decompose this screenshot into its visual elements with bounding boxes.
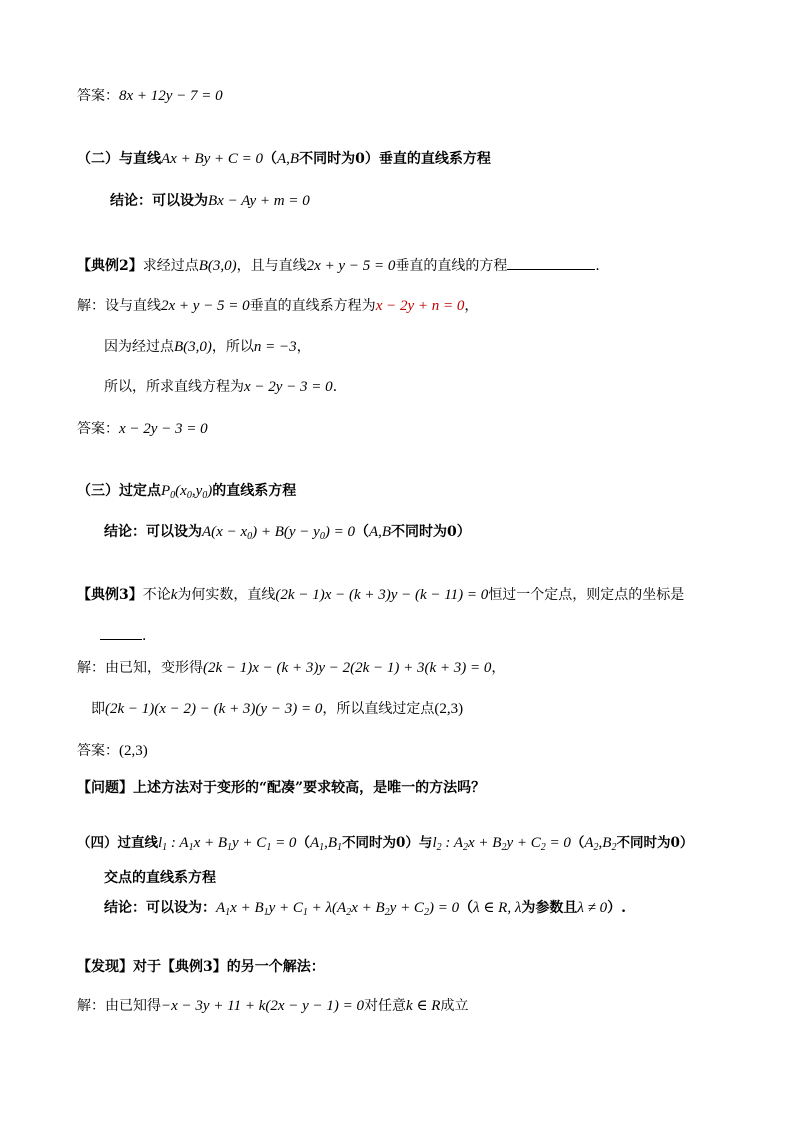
example-2-solution-2: 因为经过点B(3,0)，所以n = −3， xyxy=(104,339,311,355)
section-4-heading: （四）过直线$l_1$ : $A_1x + B_1y + C_1 = 0(A_1,B_1$不同时为0）与$l_2$ : $A_2x + B_2y + C_2 = 0(A_2,B_2$不同时为0） xyxy=(77,835,694,853)
example-2-solution-1: 解：设与直线2x + y − 5 = 0垂直的直线系方程为x − 2y + n = 0， xyxy=(77,298,479,314)
answer-line-2: 答案：x − 2y − 3 = 0 xyxy=(77,421,208,437)
example-2-solution-3: 所以，所求直线方程为x − 2y − 3 = 0． xyxy=(104,379,347,395)
discovery-line: 【发现】对于【典例3】的另一个解法： xyxy=(77,959,325,975)
section-4-heading-cont: 交点的直线系方程 xyxy=(104,870,216,886)
answer-blank xyxy=(507,255,595,270)
question-line: 【问题】上述方法对于变形的“配凑”要求较高，是唯一的方法吗？ xyxy=(77,780,486,796)
section-3-conclusion: 结论：可以设为$A(x - x_0) + B(y - y_0) = 0(A,B$不同时为0） xyxy=(104,524,471,542)
answer-line-3: 答案：(2,3) xyxy=(77,743,148,759)
section-2-conclusion: 结论：可以设为Bx − Ay + m = 0 xyxy=(110,193,310,209)
example-3-solution-1: 解：由已知，变形得(2k − 1)x − (k + 3)y − 2(2k − 1) + 3(k + 3) = 0， xyxy=(77,660,506,676)
section-4-conclusion: 结论：可以设为：$A_1x + B_1y + C_1 + \lambda(A_2x + B_2y + C_2) = 0(\lambda$ ∈ R, λ为参数且λ ≠ 0）. xyxy=(104,900,626,918)
discovery-solution: 解：由已知得−x − 3y + 11 + k(2x − y − 1) = 0对任意k ∈ R成立 xyxy=(77,998,469,1014)
example-3-solution-2: 即(2k − 1)(x − 2) − (k + 3)(y − 3) = 0，所以直线过定点(2,3) xyxy=(91,701,464,717)
answer-line-1 xyxy=(77,87,223,105)
example-3-problem-cont: ． xyxy=(100,625,156,645)
answer-blank xyxy=(100,625,142,640)
example-3-problem: 【典例3】不论k为何实数，直线(2k − 1)x − (k + 3)y − (k − 11) = 0恒过一个定点，则定点的坐标是 xyxy=(77,587,685,603)
example-2-problem: 【典例2】求经过点B(3,0)，且与直线2x + y − 5 = 0垂直的直线的方程 ． xyxy=(77,255,609,275)
answer-label: 答案： xyxy=(77,88,119,104)
section-2-heading: （二）与直线Ax + By + C = 0（A,B不同时为0）垂直的直线系方程 xyxy=(77,151,491,167)
example-label: 【典例2】 xyxy=(77,258,143,274)
section-3-heading: （三）过定点$P_0(x_0,y_0)$的直线系方程 xyxy=(77,483,297,501)
answer-equation: 8x + 12y − 7 = 0 xyxy=(119,88,223,104)
